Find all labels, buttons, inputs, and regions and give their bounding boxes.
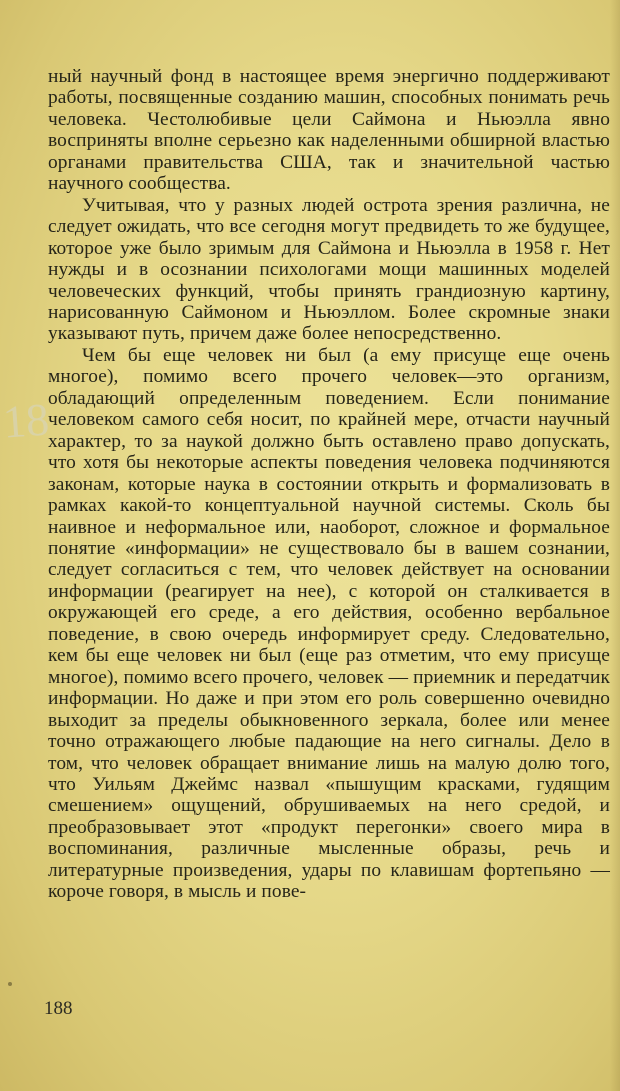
ink-dot (8, 982, 12, 986)
page-edge-shadow (610, 0, 620, 1091)
body-text (48, 66, 610, 903)
page-number: 188 (44, 998, 73, 1019)
paragraph-3: Чем бы еще человек ни был (а ему присуще еще очень многое), помимо всего прочего человек—это организм, обладающий определенным поведением. Если понимание человеком самого себя носит, по крайней мере, отчасти научный характер, то за наукой должно быть оставлено право допускать, что хотя бы некоторые аспекты поведения человека подчиняются законам, которые наука в состоянии открыть и формализовать в рамках какой-то концептуальной научной системы. Сколь бы наивное и неформальное или, наоборот, сложное и формальное понятие «информации» не существовало бы в вашем сознании, следует согласиться с тем, что человек действует на основании информации (реагирует на нее), с которой он сталкивается в окружающей его среде, а его действия, особенно вербальное поведение, в свою очередь информирует среду. Следовательно, кем бы еще человек ни был (еще раз отметим, что ему присуще многое), помимо всего прочего, человек — приемник и передатчик информации. Но даже и при этом его роль совершенно очевидно выходит за пределы обыкновенного зеркала, более или менее точно отражающего любые падающие на него сигналы. Дело в том, что человек обращает внимание лишь на малую долю того, что Уильям Джеймс назвал «пышущим красками, гудящим смешением» ощущений, обрушиваемых на него средой, и преобразовывает этот «продукт перегонки» своего мира в воспоминания, различные мысленные образы, речь и литературные произведения, удары по клавишам фортепьяно — короче говоря, в мысль и пове- (48, 344, 610, 903)
paragraph-2: Учитывая, что у разных людей острота зрения различна, не следует ожидать, что все сегодня могут предвидеть то же будущее, которое уже было зримым для Саймона и Ньюэлла в 1958 г. Нет нужды и в осознании психологами мощи машинных моделей человеческих функций, чтобы принять грандиозную картину, нарисованную Саймоном и Ньюэллом. Более скромные знаки указывают путь, причем даже более непосредственно. (48, 194, 610, 345)
margin-handwritten-mark: 18 (1, 393, 51, 448)
paragraph-1: ный научный фонд в настоящее время энергично поддерживают работы, посвященные созданию машин, способных понимать речь человека. Честолюбивые цели Саймона и Ньюэлла явно восприняты вполне серьезно как наделенными обширной властью органами правительства США, так и значительной частью научного сообщества. (48, 66, 610, 195)
